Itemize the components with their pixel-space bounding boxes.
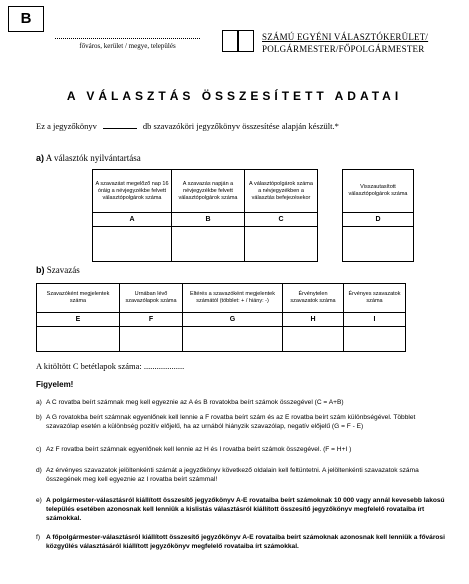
col-h-letter: H [283,313,344,327]
col-f-header: Urnában lévő szavazólapok száma [120,284,183,313]
note-f [36,533,450,551]
col-a-value-cell[interactable] [93,227,172,262]
note-label: d) [36,467,42,474]
district-header [262,31,428,55]
col-g-value-cell[interactable] [183,327,283,352]
col-a-header: A szavazást megelőző nap 16 óráig a névjegyzékbe felvett választópolgárok száma [93,170,172,213]
col-e-value-cell[interactable] [37,327,120,352]
c-sheet-count: A kitöltött C betétlapok száma: ................... [36,361,185,371]
voting-table [36,283,406,352]
protocol-count-after: db szavazóköri jegyzőkönyv összesítése alapján készült.* [142,121,339,131]
col-h-header: Érvénytelen szavazatok száma [283,284,344,313]
form-letter-box: B [8,6,44,32]
note-e [36,496,450,523]
col-b-value-cell[interactable] [172,227,245,262]
protocol-count-blank [103,128,137,129]
col-e-letter: E [37,313,120,327]
col-c-letter: C [245,213,318,227]
note-a [36,398,450,407]
col-i-header: Érvényes szavazatok száma [344,284,406,313]
section-b-label: b) [36,265,45,275]
district-header-line2: POLGÁRMESTER/FŐPOLGÁRMESTER [262,44,425,54]
section-b-heading [36,265,80,275]
page-title: A VÁLASZTÁS ÖSSZESÍTETT ADATAI [66,89,403,103]
note-text: Az érvényes szavazatok jelöltenkénti számát a jegyzőkönyv következő oldalain kell feltüntetni. A jelöltenkénti szavazatok száma összegének meg kell egyeznie az I rovatba beírt számmal! [46,467,419,483]
section-a-heading [36,153,141,163]
warning-title: Figyelem! [36,380,74,389]
col-e-header: Szavazóként megjelentek száma [37,284,120,313]
note-text: A főpolgármester-választásról kiállított összesítő jegyzőkönyv A-E rovataiba beírt számoknak azonosnak kell lenniük a fővárosi közgyűlés választásáról kiállított jegyzőkönyv megfelelő rovataiba írt számokkal. [46,534,445,550]
district-header-line1: SZÁMÚ EGYÉNI VÁLASZTÓKERÜLET/ [262,32,429,42]
section-b-title: Szavazás [46,265,80,275]
col-g-letter: G [183,313,283,327]
note-text: A C rovatba beírt számnak meg kell egyeznie az A és B rovatokba beírt számok összegével (C = A+B) [46,399,344,406]
note-label: c) [36,446,42,453]
note-text: A polgármester-választásról kiállított összesítő jegyzőkönyv A-E rovataiba beírt számoknak 10 000 vagy annál kevesebb lakosú település esetében azonosnak kell lenniük a kislistás választásról kiállított összesítő jegyzőkönyv megfelelő rovataiba írt számokkal. [46,497,445,522]
col-g-header: Eltérés a szavazóként megjelentek számától (többlet: + / hiány: -) [183,284,283,313]
protocol-count-line [36,121,339,131]
note-label: e) [36,497,42,504]
note-text: A G rovatokba beírt számnak egyenlőnek kell lennie a F rovatba beírt szám és az E rovatba beírt szám különbségével. Többlet szavazólap esetén a különbség pozitív előjelű, ha az urnából hiányzik szavazólap, negatív előjelű (G = F - E) [46,414,416,430]
col-d-header: Visszautasított választópolgárok száma [343,170,414,213]
place-dotted-line [55,38,200,39]
col-c-header: A választópolgárok száma a névjegyzékben a választás befejezésekor [245,170,318,213]
section-a-title: A választók nyilvántartása [45,153,141,163]
note-c [36,445,450,454]
note-label: a) [36,399,42,406]
voters-register-table [92,169,414,262]
col-a-letter: A [93,213,172,227]
col-i-value-cell[interactable] [344,327,406,352]
district-number-box [238,30,254,52]
col-f-letter: F [120,313,183,327]
col-d-letter: D [343,213,414,227]
col-b-header: A szavazás napján a névjegyzékbe felvett választópolgárok száma [172,170,245,213]
note-label: f) [36,534,41,541]
place-caption: főváros, kerület / megye, település [79,42,176,50]
col-h-value-cell[interactable] [283,327,344,352]
note-b [36,413,450,431]
col-i-letter: I [344,313,406,327]
col-b-letter: B [172,213,245,227]
note-label: b) [36,414,42,421]
col-f-value-cell[interactable] [120,327,183,352]
col-d-value-cell[interactable] [343,227,414,262]
protocol-count-before: Ez a jegyzőkönyv [36,121,97,131]
note-d [36,466,450,484]
district-number-box [222,30,238,52]
col-c-value-cell[interactable] [245,227,318,262]
section-a-label: a) [36,153,45,163]
note-text: Az F rovatba beírt számnak egyenlőnek kell lennie az H és I rovatba beírt számok összegével. (F = H+I ) [46,446,352,453]
